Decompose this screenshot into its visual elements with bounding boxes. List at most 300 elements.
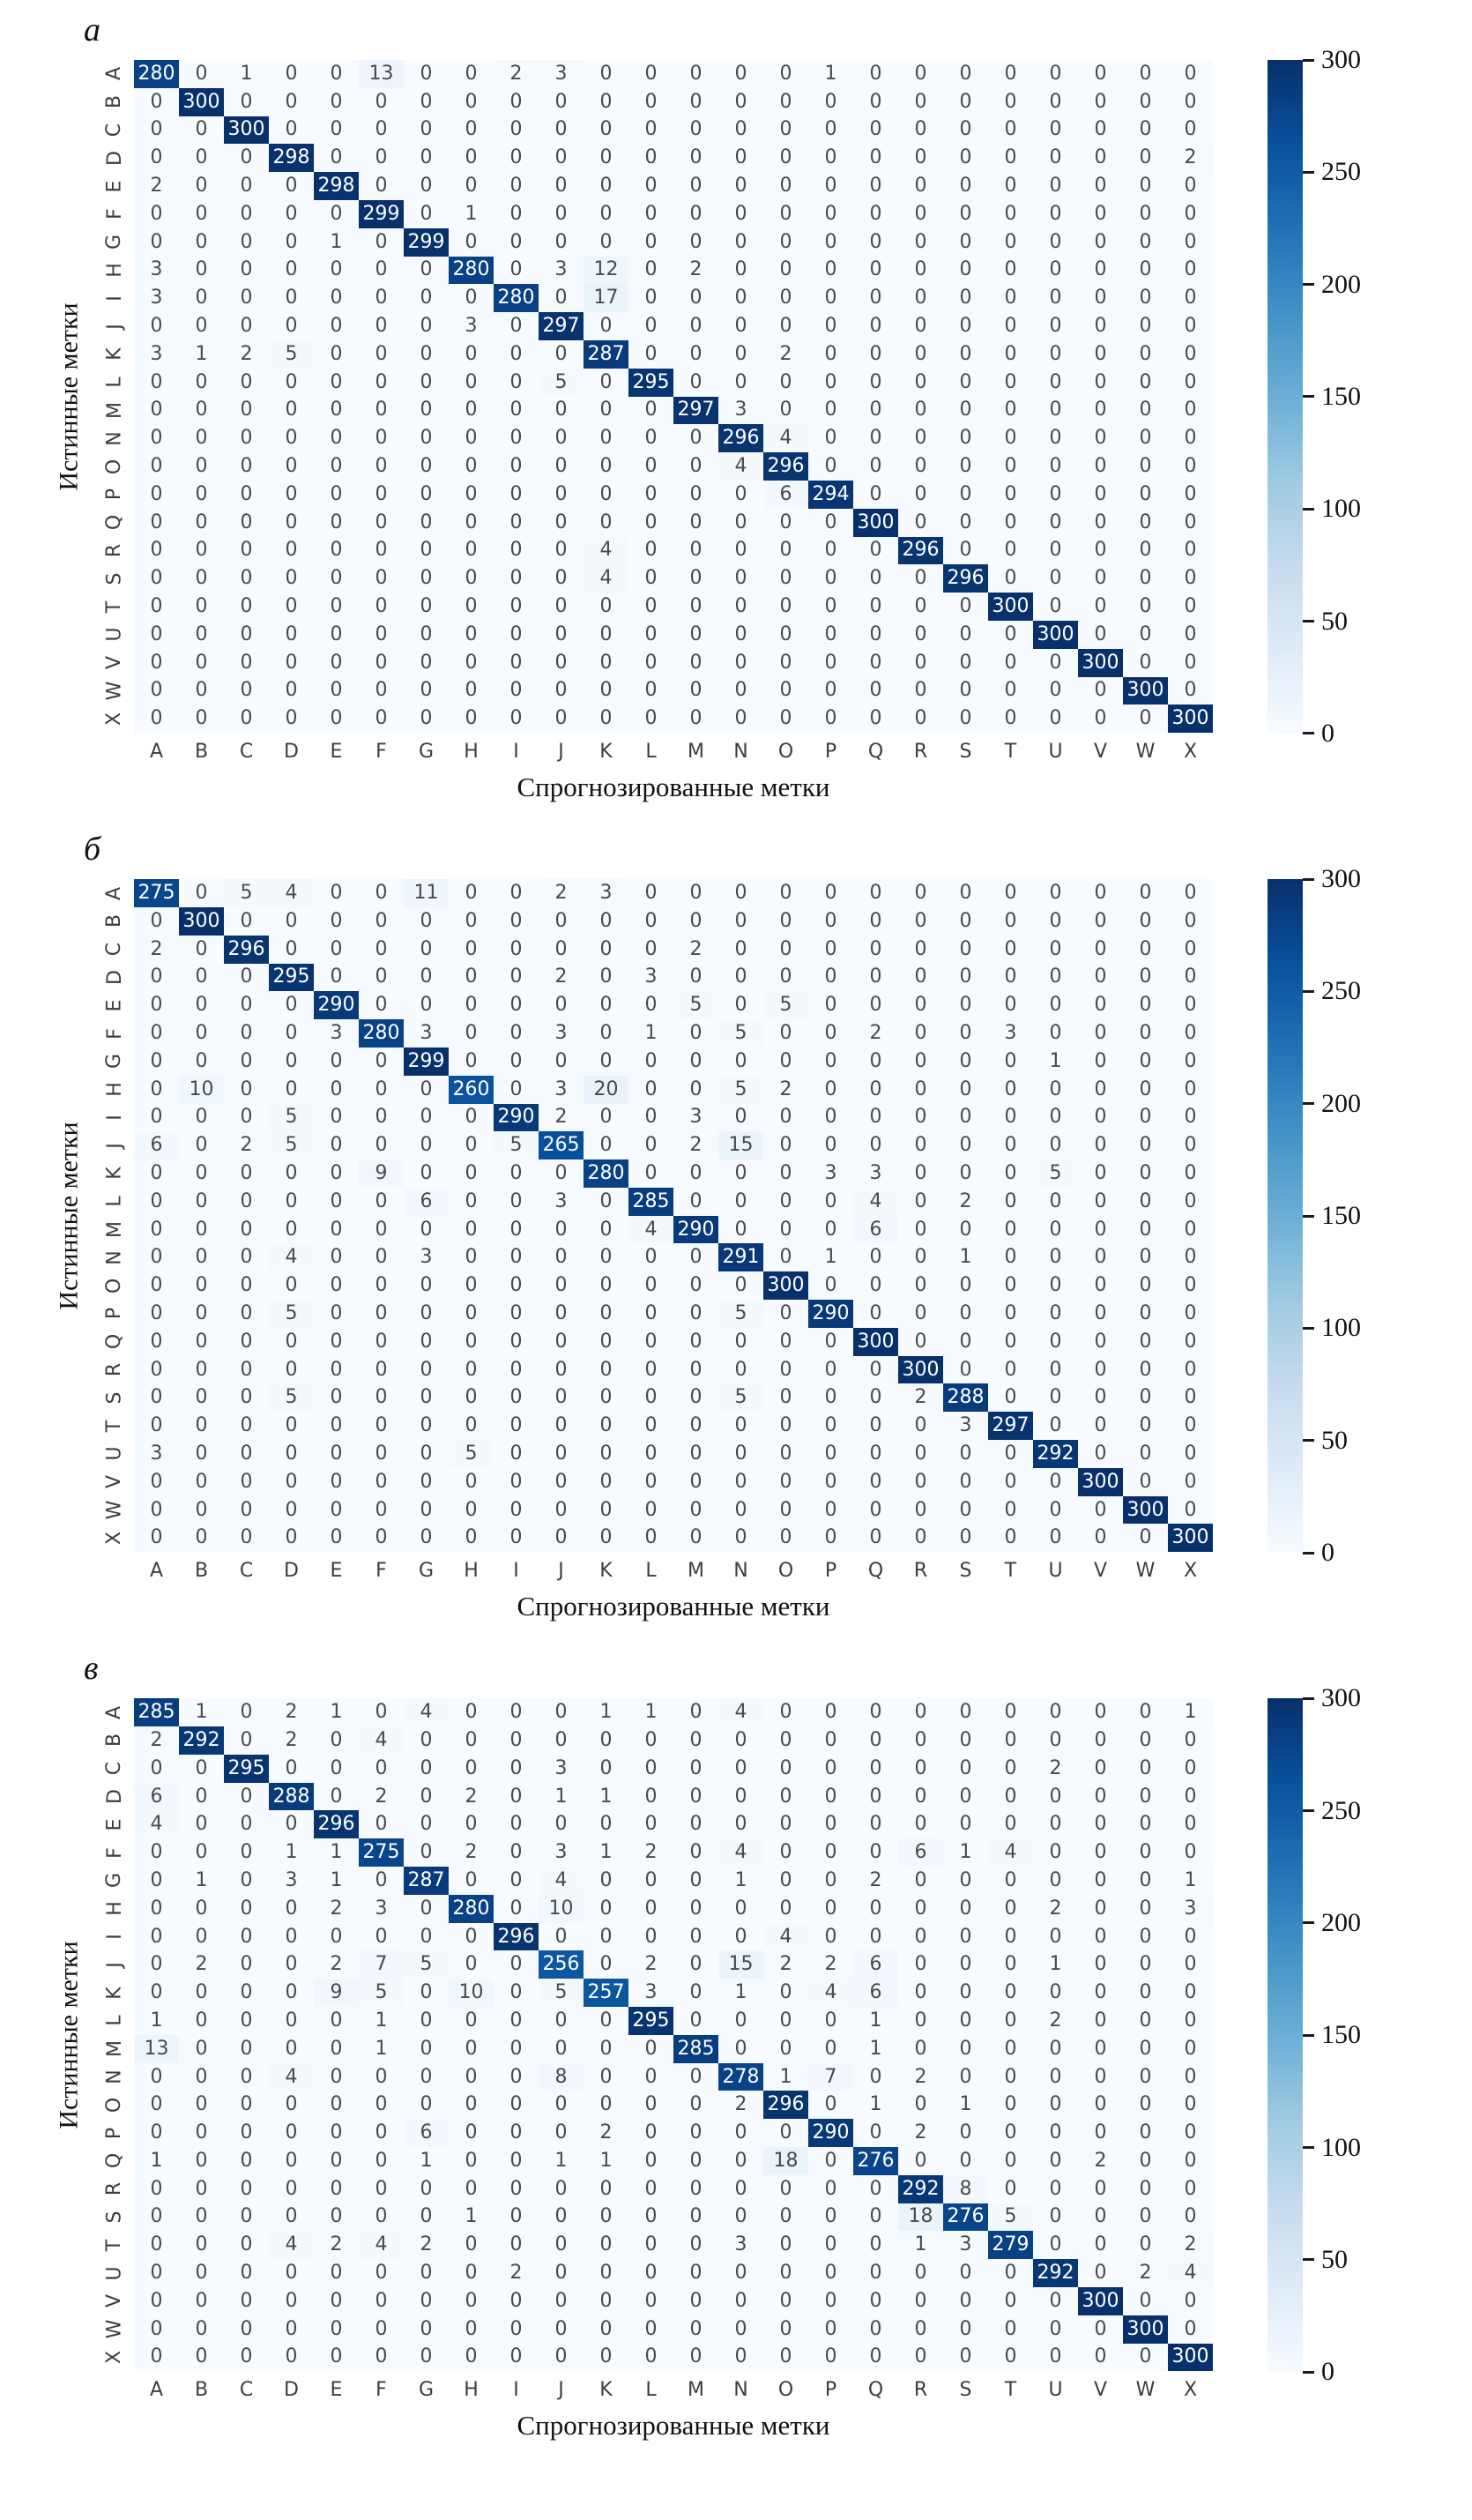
- matrix-cell: 0: [584, 2231, 628, 2259]
- matrix-cell: 0: [763, 593, 808, 621]
- matrix-cell: 0: [628, 1104, 673, 1132]
- matrix-cell: 0: [1078, 60, 1123, 88]
- matrix-cell: 0: [988, 1104, 1033, 1132]
- matrix-cell: 0: [1168, 509, 1213, 537]
- matrix-cell: 0: [1033, 424, 1078, 452]
- matrix-cell: 0: [134, 1755, 179, 1783]
- y-tick-letter: N: [103, 431, 126, 446]
- matrix-cell: 0: [584, 1810, 628, 1838]
- matrix-cell: 1: [314, 1867, 359, 1895]
- matrix-cell: 0: [853, 1895, 898, 1923]
- matrix-cell: 0: [1078, 2007, 1123, 2035]
- matrix-cell: 0: [1123, 1300, 1168, 1328]
- matrix-cell: 0: [808, 88, 853, 116]
- y-tick-letter: W: [103, 681, 126, 701]
- heatmap-grid: [134, 1698, 1213, 2371]
- matrix-cell: 0: [494, 369, 539, 397]
- matrix-cell: 9: [314, 1979, 359, 2007]
- matrix-cell: 2: [1168, 144, 1213, 172]
- matrix-cell: 0: [359, 1923, 404, 1951]
- matrix-cell: 0: [539, 2287, 584, 2315]
- matrix-cell: 278: [718, 2063, 763, 2091]
- matrix-cell: 0: [943, 2147, 988, 2175]
- matrix-cell: 0: [269, 2147, 314, 2175]
- matrix-cell: 0: [179, 1019, 224, 1048]
- matrix-cell: 0: [224, 705, 269, 733]
- matrix-cell: 0: [179, 1356, 224, 1384]
- matrix-cell: 0: [1033, 340, 1078, 369]
- matrix-cell: 0: [1168, 2175, 1213, 2203]
- matrix-cell: 0: [718, 60, 763, 88]
- matrix-cell: 1: [134, 2007, 179, 2035]
- matrix-cell: 0: [584, 964, 628, 992]
- matrix-cell: 0: [404, 1726, 449, 1755]
- matrix-cell: 0: [718, 312, 763, 340]
- matrix-cell: 0: [449, 2063, 494, 2091]
- matrix-cell: 0: [763, 312, 808, 340]
- matrix-cell: 0: [224, 88, 269, 116]
- matrix-cell: 0: [179, 509, 224, 537]
- matrix-cell: 6: [853, 1216, 898, 1244]
- matrix-cell: 0: [763, 200, 808, 228]
- matrix-cell: 0: [134, 1923, 179, 1951]
- matrix-cell: 0: [988, 172, 1033, 200]
- matrix-cell: 0: [224, 2119, 269, 2147]
- matrix-cell: 3: [539, 60, 584, 88]
- matrix-cell: 0: [269, 509, 314, 537]
- matrix-cell: 2: [539, 964, 584, 992]
- matrix-cell: 0: [808, 1440, 853, 1468]
- colorbar-tick-mark: [1303, 395, 1314, 398]
- matrix-cell: 5: [269, 1383, 314, 1412]
- y-tick-label: [95, 1216, 134, 1244]
- x-tick-label: S: [959, 740, 972, 763]
- matrix-cell: 0: [404, 1496, 449, 1525]
- y-tick-letter: G: [103, 235, 126, 250]
- matrix-cell: 0: [134, 2315, 179, 2344]
- matrix-cell: 0: [1078, 509, 1123, 537]
- x-tick-label: I: [513, 740, 519, 763]
- matrix-cell: 0: [134, 1412, 179, 1440]
- matrix-cell: 0: [628, 144, 673, 172]
- matrix-cell: 0: [404, 1271, 449, 1300]
- matrix-cell: 0: [853, 1783, 898, 1811]
- matrix-cell: 5: [988, 2203, 1033, 2232]
- matrix-cell: 0: [1168, 452, 1213, 481]
- matrix-cell: 0: [808, 1755, 853, 1783]
- matrix-cell: 295: [628, 369, 673, 397]
- matrix-cell: 0: [179, 1895, 224, 1923]
- y-tick-letter: A: [103, 886, 126, 900]
- matrix-cell: 0: [494, 1048, 539, 1076]
- matrix-cell: 0: [988, 200, 1033, 228]
- matrix-cell: 0: [359, 144, 404, 172]
- matrix-cell: 0: [134, 116, 179, 145]
- matrix-cell: 0: [853, 2119, 898, 2147]
- matrix-cell: 0: [763, 257, 808, 285]
- x-tick-label: S: [959, 1559, 972, 1582]
- matrix-cell: 0: [763, 1524, 808, 1552]
- matrix-cell: 0: [494, 257, 539, 285]
- matrix-cell: 3: [134, 257, 179, 285]
- matrix-cell: 0: [988, 879, 1033, 907]
- matrix-cell: 0: [179, 424, 224, 452]
- matrix-cell: 0: [988, 452, 1033, 481]
- matrix-cell: 0: [898, 2007, 943, 2035]
- matrix-cell: 0: [853, 340, 898, 369]
- matrix-cell: 0: [1168, 1979, 1213, 2007]
- matrix-cell: 0: [494, 1867, 539, 1895]
- matrix-cell: 0: [943, 1698, 988, 1726]
- matrix-cell: 0: [1078, 1104, 1123, 1132]
- matrix-cell: 0: [853, 172, 898, 200]
- matrix-cell: 0: [673, 2231, 718, 2259]
- y-tick-letter: D: [103, 150, 126, 166]
- matrix-cell: 0: [359, 228, 404, 257]
- matrix-cell: 0: [314, 257, 359, 285]
- matrix-cell: 0: [1123, 564, 1168, 593]
- y-tick-label: [95, 593, 134, 621]
- matrix-cell: 0: [539, 1440, 584, 1468]
- matrix-cell: 0: [1123, 1383, 1168, 1412]
- matrix-cell: 0: [898, 621, 943, 649]
- matrix-cell: 0: [628, 1076, 673, 1104]
- matrix-cell: 0: [898, 1810, 943, 1838]
- matrix-cell: 0: [449, 1726, 494, 1755]
- matrix-cell: 0: [628, 1783, 673, 1811]
- matrix-cell: 0: [224, 649, 269, 677]
- matrix-cell: 10: [179, 1076, 224, 1104]
- matrix-cell: 0: [269, 1468, 314, 1496]
- matrix-cell: 5: [539, 369, 584, 397]
- matrix-cell: 0: [1168, 879, 1213, 907]
- matrix-cell: 0: [359, 397, 404, 425]
- matrix-cell: 2: [269, 1726, 314, 1755]
- matrix-cell: 1: [898, 2231, 943, 2259]
- matrix-cell: 0: [763, 2203, 808, 2232]
- matrix-cell: 0: [1123, 1895, 1168, 1923]
- matrix-cell: 0: [269, 2007, 314, 2035]
- matrix-cell: 0: [853, 2259, 898, 2287]
- matrix-cell: 0: [449, 1468, 494, 1496]
- matrix-cell: 0: [718, 2119, 763, 2147]
- y-tick-letter: R: [103, 1362, 126, 1377]
- matrix-cell: 1: [718, 1867, 763, 1895]
- matrix-cell: 0: [314, 369, 359, 397]
- matrix-cell: 0: [404, 2007, 449, 2035]
- matrix-cell: 0: [179, 1524, 224, 1552]
- y-tick-label: [95, 424, 134, 452]
- matrix-cell: 0: [718, 649, 763, 677]
- matrix-cell: 3: [1168, 1895, 1213, 1923]
- matrix-cell: 0: [853, 312, 898, 340]
- matrix-cell: 0: [449, 621, 494, 649]
- matrix-cell: 0: [673, 1810, 718, 1838]
- matrix-cell: 0: [943, 1328, 988, 1356]
- matrix-cell: 0: [494, 964, 539, 992]
- matrix-cell: 0: [1078, 1243, 1123, 1271]
- matrix-cell: 0: [494, 2119, 539, 2147]
- matrix-cell: 0: [494, 312, 539, 340]
- matrix-cell: 0: [179, 677, 224, 705]
- matrix-cell: 0: [853, 2287, 898, 2315]
- y-tick-letter: O: [103, 2097, 126, 2113]
- matrix-cell: 0: [808, 1867, 853, 1895]
- matrix-cell: 0: [673, 964, 718, 992]
- matrix-cell: 0: [628, 2119, 673, 2147]
- matrix-cell: 0: [628, 509, 673, 537]
- matrix-cell: 0: [539, 200, 584, 228]
- matrix-cell: 0: [988, 2315, 1033, 2344]
- x-tick-label: S: [959, 2378, 972, 2401]
- matrix-cell: 0: [494, 1468, 539, 1496]
- matrix-cell: 0: [269, 60, 314, 88]
- matrix-cell: 0: [1078, 1300, 1123, 1328]
- matrix-cell: 0: [898, 1328, 943, 1356]
- matrix-cell: 0: [808, 2231, 853, 2259]
- matrix-cell: 0: [763, 1159, 808, 1188]
- matrix-cell: 1: [628, 1698, 673, 1726]
- matrix-cell: 0: [718, 2287, 763, 2315]
- matrix-cell: 0: [494, 936, 539, 964]
- matrix-cell: 1: [584, 1838, 628, 1867]
- matrix-cell: 0: [1033, 1188, 1078, 1216]
- matrix-cell: 0: [1078, 991, 1123, 1019]
- matrix-cell: 0: [853, 1923, 898, 1951]
- matrix-cell: 0: [943, 2007, 988, 2035]
- x-tick-label: T: [1004, 740, 1017, 763]
- matrix-cell: 2: [269, 1698, 314, 1726]
- matrix-cell: 0: [943, 88, 988, 116]
- y-tick-label: [95, 705, 134, 733]
- matrix-cell: 0: [1168, 369, 1213, 397]
- matrix-cell: 0: [1123, 1412, 1168, 1440]
- matrix-cell: 0: [314, 2344, 359, 2372]
- matrix-cell: 0: [673, 1726, 718, 1755]
- y-tick-letter: I: [103, 295, 126, 302]
- matrix-cell: 4: [269, 1243, 314, 1271]
- matrix-cell: 0: [628, 1356, 673, 1384]
- y-tick-letter: A: [103, 1705, 126, 1719]
- matrix-cell: 0: [943, 1867, 988, 1895]
- matrix-cell: 0: [1168, 621, 1213, 649]
- matrix-cell: 0: [1123, 621, 1168, 649]
- x-tick-label: R: [913, 740, 928, 763]
- matrix-cell: 0: [494, 537, 539, 565]
- matrix-cell: 0: [898, 1755, 943, 1783]
- matrix-cell: 3: [539, 1755, 584, 1783]
- y-tick-label: [95, 1188, 134, 1216]
- matrix-cell: 0: [628, 2203, 673, 2232]
- y-tick-letter: C: [103, 942, 126, 957]
- matrix-cell: 0: [539, 936, 584, 964]
- x-tick-label: P: [824, 740, 837, 763]
- matrix-cell: 0: [628, 1243, 673, 1271]
- matrix-cell: 0: [539, 2119, 584, 2147]
- x-tick-label: D: [284, 2378, 299, 2401]
- matrix-cell: 0: [404, 2287, 449, 2315]
- matrix-cell: 0: [134, 1104, 179, 1132]
- matrix-cell: 0: [853, 452, 898, 481]
- matrix-cell: 0: [1168, 1810, 1213, 1838]
- matrix-cell: 0: [449, 1496, 494, 1525]
- matrix-cell: 0: [988, 1216, 1033, 1244]
- matrix-cell: 0: [224, 397, 269, 425]
- matrix-cell: 4: [584, 537, 628, 565]
- y-tick-labels: [95, 60, 134, 733]
- y-tick-letter: E: [103, 1818, 126, 1831]
- matrix-cell: 0: [269, 312, 314, 340]
- matrix-cell: 0: [1123, 1048, 1168, 1076]
- matrix-cell: 0: [1078, 2344, 1123, 2372]
- matrix-cell: 0: [314, 1356, 359, 1384]
- matrix-cell: 0: [1168, 200, 1213, 228]
- matrix-cell: 0: [1078, 1726, 1123, 1755]
- matrix-cell: 0: [718, 907, 763, 936]
- matrix-cell: 0: [1033, 1838, 1078, 1867]
- matrix-cell: 0: [628, 1524, 673, 1552]
- matrix-cell: 0: [898, 284, 943, 312]
- matrix-cell: 0: [269, 1950, 314, 1979]
- matrix-cell: 0: [224, 1243, 269, 1271]
- matrix-cell: 0: [359, 257, 404, 285]
- matrix-cell: 0: [134, 1328, 179, 1356]
- x-tick-label: N: [733, 1559, 748, 1582]
- matrix-cell: 0: [359, 172, 404, 200]
- matrix-cell: 0: [988, 705, 1033, 733]
- matrix-cell: 0: [1168, 284, 1213, 312]
- matrix-cell: 0: [628, 2231, 673, 2259]
- matrix-cell: 0: [1123, 257, 1168, 285]
- matrix-cell: 0: [539, 1468, 584, 1496]
- matrix-cell: 0: [673, 564, 718, 593]
- matrix-cell: 0: [494, 116, 539, 145]
- matrix-cell: 0: [1123, 1810, 1168, 1838]
- matrix-cell: 0: [898, 1243, 943, 1271]
- matrix-cell: 5: [673, 991, 718, 1019]
- matrix-cell: 0: [628, 200, 673, 228]
- matrix-cell: 0: [763, 907, 808, 936]
- matrix-cell: 300: [853, 1328, 898, 1356]
- matrix-cell: 2: [539, 879, 584, 907]
- matrix-cell: 0: [449, 593, 494, 621]
- matrix-cell: 0: [853, 88, 898, 116]
- matrix-cell: 0: [584, 369, 628, 397]
- matrix-cell: 0: [134, 1019, 179, 1048]
- matrix-cell: 0: [224, 677, 269, 705]
- matrix-cell: 0: [1033, 1979, 1078, 2007]
- matrix-cell: 0: [853, 1838, 898, 1867]
- y-tick-letter: P: [103, 1308, 126, 1320]
- matrix-cell: 0: [853, 116, 898, 145]
- y-tick-label: [95, 1810, 134, 1838]
- matrix-cell: 0: [494, 144, 539, 172]
- x-tick-label: C: [239, 1559, 254, 1582]
- x-tick-label: O: [777, 1559, 794, 1582]
- matrix-cell: 0: [808, 964, 853, 992]
- matrix-cell: 4: [763, 1923, 808, 1951]
- matrix-cell: 0: [539, 2091, 584, 2119]
- matrix-cell: 0: [539, 649, 584, 677]
- matrix-cell: 0: [539, 2175, 584, 2203]
- matrix-cell: 0: [898, 1216, 943, 1244]
- matrix-cell: 0: [943, 1496, 988, 1525]
- matrix-cell: 0: [943, 1104, 988, 1132]
- matrix-cell: 0: [584, 1383, 628, 1412]
- matrix-cell: 0: [584, 88, 628, 116]
- matrix-cell: 0: [269, 172, 314, 200]
- matrix-cell: 0: [179, 369, 224, 397]
- matrix-cell: 0: [763, 1300, 808, 1328]
- matrix-cell: 0: [628, 1496, 673, 1525]
- matrix-cell: 0: [808, 537, 853, 565]
- matrix-cell: 0: [718, 677, 763, 705]
- matrix-cell: 0: [1123, 481, 1168, 509]
- matrix-cell: 0: [763, 1216, 808, 1244]
- matrix-cell: 0: [988, 1755, 1033, 1783]
- matrix-cell: 0: [808, 1496, 853, 1525]
- matrix-cell: 0: [1078, 172, 1123, 200]
- matrix-cell: 0: [584, 1895, 628, 1923]
- matrix-cell: 0: [224, 2231, 269, 2259]
- matrix-cell: 0: [1123, 1867, 1168, 1895]
- matrix-cell: 0: [1168, 1159, 1213, 1188]
- matrix-cell: 0: [1168, 1950, 1213, 1979]
- matrix-cell: 0: [494, 2007, 539, 2035]
- matrix-cell: 0: [673, 1159, 718, 1188]
- matrix-cell: 0: [269, 369, 314, 397]
- matrix-cell: 3: [988, 1019, 1033, 1048]
- matrix-cell: 0: [898, 340, 943, 369]
- matrix-cell: 0: [943, 1019, 988, 1048]
- matrix-cell: 0: [718, 200, 763, 228]
- matrix-cell: 0: [1078, 1076, 1123, 1104]
- matrix-cell: 0: [449, 1188, 494, 1216]
- matrix-cell: 0: [1078, 397, 1123, 425]
- matrix-cell: 0: [314, 936, 359, 964]
- matrix-cell: 0: [1033, 649, 1078, 677]
- y-tick-label: [95, 1440, 134, 1468]
- matrix-cell: 0: [359, 1104, 404, 1132]
- matrix-cell: 0: [808, 1188, 853, 1216]
- matrix-cell: 0: [494, 1412, 539, 1440]
- panel-label-a: а: [84, 11, 100, 48]
- matrix-cell: 0: [898, 1923, 943, 1951]
- matrix-cell: 0: [269, 1048, 314, 1076]
- matrix-cell: 0: [853, 2203, 898, 2232]
- matrix-cell: 4: [853, 1188, 898, 1216]
- matrix-cell: 0: [404, 1131, 449, 1159]
- matrix-cell: 6: [763, 481, 808, 509]
- matrix-cell: 5: [404, 1950, 449, 1979]
- matrix-cell: 0: [898, 907, 943, 936]
- matrix-cell: 0: [1123, 60, 1168, 88]
- matrix-cell: 0: [314, 284, 359, 312]
- matrix-cell: 0: [134, 1950, 179, 1979]
- y-tick-letter: B: [103, 95, 126, 109]
- matrix-cell: 0: [1168, 312, 1213, 340]
- matrix-cell: 0: [134, 705, 179, 733]
- matrix-cell: 4: [269, 879, 314, 907]
- matrix-cell: 0: [1033, 1698, 1078, 1726]
- matrix-cell: 0: [494, 564, 539, 593]
- matrix-cell: 0: [359, 1755, 404, 1783]
- matrix-cell: 0: [673, 1838, 718, 1867]
- matrix-cell: 0: [673, 1923, 718, 1951]
- matrix-cell: 0: [1123, 705, 1168, 733]
- matrix-cell: 0: [1033, 1783, 1078, 1811]
- matrix-cell: 0: [224, 907, 269, 936]
